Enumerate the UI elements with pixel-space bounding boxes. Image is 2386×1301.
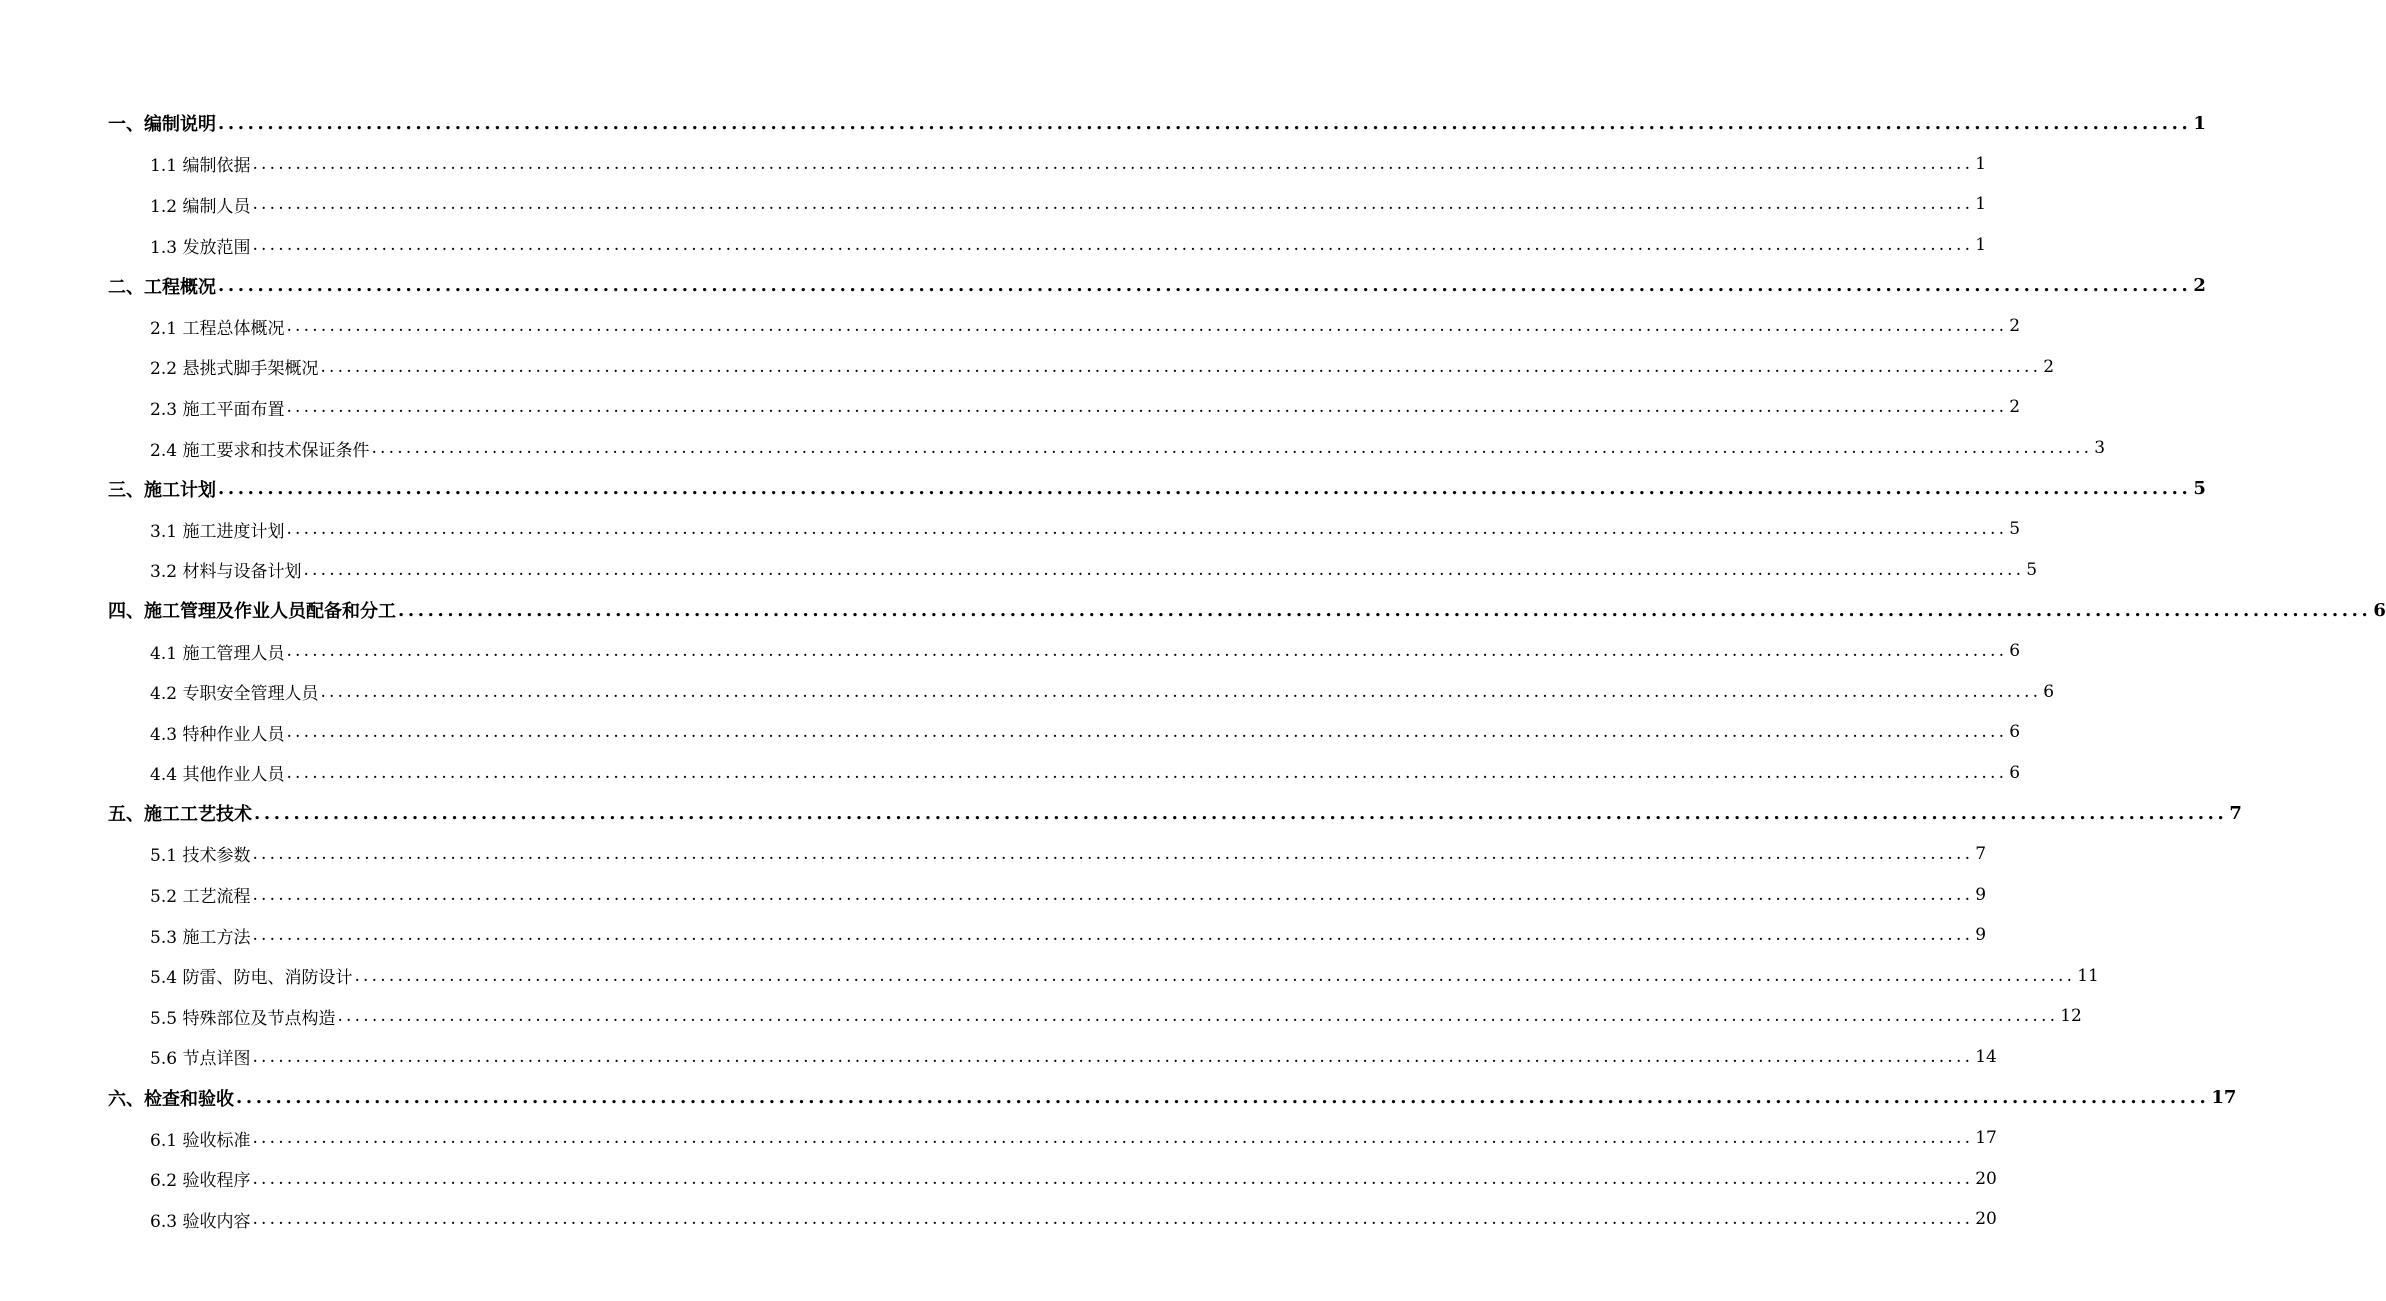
toc-dot-leader: ........................................................................................................................................................................................................ [252,235,1974,256]
toc-section-entry[interactable] [0,347,2055,388]
toc-section-entry[interactable] [0,1158,1997,1199]
toc-entry-title: 4.4 其他作业人员 [150,765,285,786]
toc-section-entry[interactable] [0,996,2082,1037]
toc-dot-leader: ........................................................................................................................................................................................................ [218,478,2192,500]
toc-entry-title: 6.1 验收标准 [150,1130,251,1151]
toc-entry-title: 3.2 材料与设备计划 [150,562,302,583]
toc-dot-leader: ........................................................................................................................................................................................................ [371,438,2093,459]
toc-entry-page-number: 1 [1975,153,1987,174]
toc-entry-title: 六、检查和验收 [108,1088,234,1110]
toc-dot-leader: ........................................................................................................................................................................................................ [320,681,2042,702]
toc-dot-leader: ........................................................................................................................................................................................................ [303,559,2025,580]
toc-dot-leader: ........................................................................................................................................................................................................ [398,599,2372,621]
toc-dot-leader: ........................................................................................................................................................................................................ [252,1209,1974,1230]
toc-entry-title: 6.3 验收内容 [150,1211,251,1232]
toc-entry-page-number: 1 [2193,112,2206,134]
toc-section-entry[interactable] [0,387,2021,428]
toc-dot-leader: ........................................................................................................................................................................................................ [286,316,2008,337]
toc-chapter-entry[interactable] [0,1077,2237,1118]
toc-dot-leader: ........................................................................................................................................................................................................ [320,356,2042,377]
toc-section-entry[interactable] [0,1199,1997,1240]
table-of-contents [0,103,2386,1240]
toc-section-entry[interactable] [0,144,1987,185]
toc-entry-title: 2.4 施工要求和技术保证条件 [150,440,370,461]
toc-entry-title: 4.2 专职安全管理人员 [150,684,319,705]
toc-section-entry[interactable] [0,753,2021,794]
toc-entry-page-number: 20 [1975,1168,1997,1189]
toc-section-entry[interactable] [0,834,1987,875]
toc-entry-title: 5.6 节点详图 [150,1049,251,1070]
toc-section-entry[interactable] [0,184,1987,225]
toc-dot-leader: ........................................................................................................................................................................................................ [218,112,2192,134]
toc-dot-leader: ........................................................................................................................................................................................................ [252,194,1974,215]
toc-dot-leader: ........................................................................................................................................................................................................ [218,275,2192,297]
toc-entry-page-number: 2 [2009,397,2021,418]
toc-entry-page-number: 5 [2193,478,2206,500]
toc-dot-leader: ........................................................................................................................................................................................................ [354,965,2076,986]
toc-entry-page-number: 6 [2009,722,2021,743]
toc-chapter-entry[interactable] [0,265,2206,306]
toc-entry-page-number: 7 [2229,802,2242,824]
toc-entry-title: 5.3 施工方法 [150,927,251,948]
toc-entry-title: 3.1 施工进度计划 [150,521,285,542]
toc-section-entry[interactable] [0,428,2106,469]
toc-dot-leader: ........................................................................................................................................................................................................ [286,722,2008,743]
toc-dot-leader: ........................................................................................................................................................................................................ [337,1006,2059,1027]
toc-entry-title: 5.4 防雷、防电、消防设计 [150,968,353,989]
toc-section-entry[interactable] [0,509,2021,550]
toc-entry-page-number: 5 [2026,559,2038,580]
toc-dot-leader: ........................................................................................................................................................................................................ [236,1087,2210,1109]
toc-chapter-entry[interactable] [0,590,2386,631]
toc-entry-page-number: 7 [1975,843,1987,864]
toc-entry-page-number: 5 [2009,519,2021,540]
toc-entry-page-number: 2 [2193,275,2206,297]
toc-entry-title: 1.2 编制人员 [150,196,251,217]
toc-entry-title: 五、施工工艺技术 [108,804,252,826]
toc-entry-page-number: 6 [2043,681,2055,702]
toc-entry-title: 2.1 工程总体概况 [150,318,285,339]
toc-section-entry[interactable] [0,1118,1997,1159]
toc-entry-page-number: 9 [1975,925,1987,946]
toc-entry-title: 5.1 技术参数 [150,846,251,867]
toc-entry-title: 一、编制说明 [108,114,216,136]
toc-entry-title: 6.2 验收程序 [150,1171,251,1192]
toc-entry-title: 四、施工管理及作业人员配备和分工 [108,601,396,623]
toc-dot-leader: ........................................................................................................................................................................................................ [286,519,2008,540]
toc-entry-page-number: 12 [2060,1006,2082,1027]
toc-dot-leader: ........................................................................................................................................................................................................ [252,1168,1974,1189]
toc-entry-page-number: 2 [2009,316,2021,337]
toc-section-entry[interactable] [0,225,1987,266]
toc-section-entry[interactable] [0,671,2055,712]
toc-entry-page-number: 1 [1975,194,1987,215]
toc-section-entry[interactable] [0,955,2099,996]
toc-section-entry[interactable] [0,874,1987,915]
toc-section-entry[interactable] [0,915,1987,956]
toc-dot-leader: ........................................................................................................................................................................................................ [286,641,2008,662]
toc-entry-page-number: 11 [2077,965,2099,986]
toc-section-entry[interactable] [0,1037,1997,1078]
toc-dot-leader: ........................................................................................................................................................................................................ [252,1046,1974,1067]
toc-entry-page-number: 6 [2009,641,2021,662]
toc-chapter-entry[interactable] [0,793,2242,834]
toc-entry-title: 二、工程概况 [108,276,216,298]
toc-dot-leader: ........................................................................................................................................................................................................ [252,843,1974,864]
toc-entry-title: 5.2 工艺流程 [150,887,251,908]
toc-entry-title: 三、施工计划 [108,479,216,501]
toc-entry-page-number: 2 [2043,356,2055,377]
toc-dot-leader: ........................................................................................................................................................................................................ [286,762,2008,783]
toc-entry-title: 1.3 发放范围 [150,237,251,258]
toc-entry-page-number: 9 [1975,884,1987,905]
toc-entry-page-number: 3 [2094,438,2106,459]
toc-entry-page-number: 14 [1975,1046,1997,1067]
toc-entry-title: 2.3 施工平面布置 [150,399,285,420]
toc-entry-page-number: 20 [1975,1209,1997,1230]
toc-chapter-entry[interactable] [0,103,2206,144]
toc-dot-leader: ........................................................................................................................................................................................................ [252,1128,1974,1149]
toc-section-entry[interactable] [0,550,2038,591]
toc-entry-page-number: 17 [2211,1087,2237,1109]
toc-dot-leader: ........................................................................................................................................................................................................ [252,925,1974,946]
toc-chapter-entry[interactable] [0,468,2206,509]
toc-dot-leader: ........................................................................................................................................................................................................ [286,397,2008,418]
toc-section-entry[interactable] [0,306,2021,347]
toc-dot-leader: ........................................................................................................................................................................................................ [252,884,1974,905]
toc-entry-page-number: 1 [1975,235,1987,256]
toc-entry-title: 4.3 特种作业人员 [150,724,285,745]
toc-entry-title: 5.5 特殊部位及节点构造 [150,1008,336,1029]
toc-entry-title: 2.2 悬挑式脚手架概况 [150,359,319,380]
toc-dot-leader: ........................................................................................................................................................................................................ [252,153,1974,174]
toc-section-entry[interactable] [0,631,2021,672]
toc-entry-page-number: 6 [2009,762,2021,783]
toc-entry-title: 4.1 施工管理人员 [150,643,285,664]
toc-section-entry[interactable] [0,712,2021,753]
toc-entry-page-number: 17 [1975,1128,1997,1149]
toc-dot-leader: ........................................................................................................................................................................................................ [254,802,2228,824]
toc-entry-title: 1.1 编制依据 [150,156,251,177]
toc-entry-page-number: 6 [2373,599,2386,621]
